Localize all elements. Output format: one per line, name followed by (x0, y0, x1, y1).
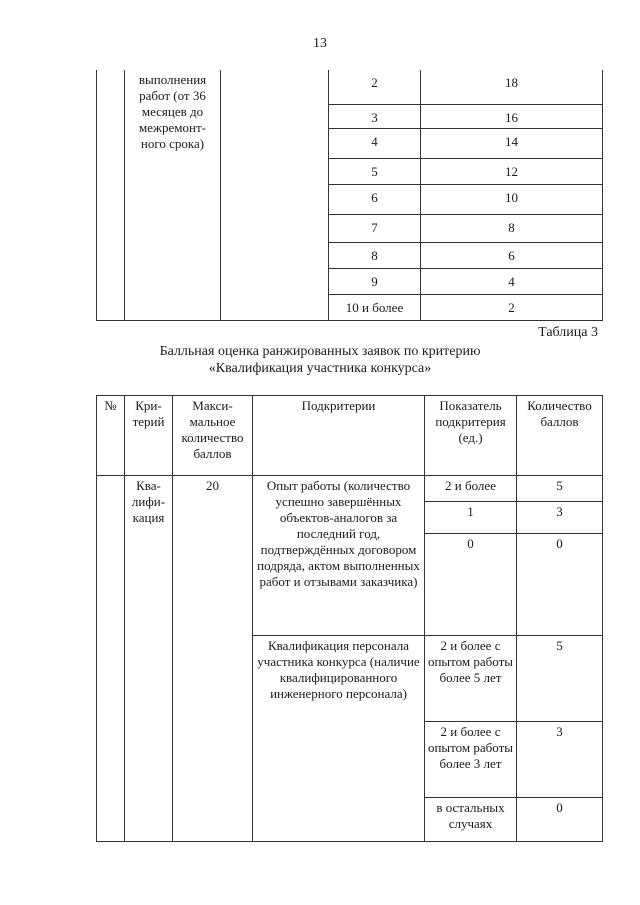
indicator-cell: 2 и более (425, 476, 517, 502)
header-indicator: Показатель подкритерия (ед.) (425, 396, 517, 476)
points-cell: 5 (517, 476, 603, 502)
indicator-cell: 2 и более с опытом работы более 5 лет (425, 636, 517, 722)
number-cell (97, 476, 125, 842)
indicator-cell: в остальных случаях (425, 798, 517, 842)
number-cell (97, 70, 125, 320)
subcriterion-personnel: Квалификация персонала участника конкурса (наличие квалифицированного инженерного персонала) (253, 636, 425, 842)
points-cell: 16 (421, 104, 603, 128)
points-cell: 5 (517, 636, 603, 722)
points-cell: 10 (421, 184, 603, 214)
table-row (97, 476, 603, 502)
indicator-cell: 10 и более (329, 294, 421, 320)
max-points-cell: 20 (173, 476, 253, 842)
indicator-cell: 1 (425, 502, 517, 534)
table-label: Таблица 3 (538, 325, 598, 340)
table-title (0, 343, 640, 377)
header-num: № (97, 396, 125, 476)
header-points: Количество баллов (517, 396, 603, 476)
points-cell: 3 (517, 722, 603, 798)
criterion-cell: Ква-лифи-кация (125, 476, 173, 842)
subcriterion-experience: Опыт работы (количество успешно завершённых объектов-аналогов за последний год, подтверждённых договором подряда, актом выполненных работ и отзывами заказчика) (253, 476, 425, 636)
indicator-cell: 6 (329, 184, 421, 214)
indicator-cell: 2 и более с опытом работы более 3 лет (425, 722, 517, 798)
points-cell: 4 (421, 268, 603, 294)
indicator-cell: 3 (329, 104, 421, 128)
indicator-cell: 7 (329, 214, 421, 242)
header-max-points: Макси-мальное количество баллов (173, 396, 253, 476)
page-number: 13 (313, 36, 327, 51)
points-cell: 14 (421, 128, 603, 158)
points-cell: 0 (517, 534, 603, 636)
indicator-cell: 2 (329, 70, 421, 104)
points-cell: 8 (421, 214, 603, 242)
points-cell: 6 (421, 242, 603, 268)
table-title-line-1: Балльная оценка ранжированных заявок по критерию (159, 344, 481, 359)
criterion-cell: выполнения работ (от 36 месяцев до межремонт-ного срока) (125, 70, 221, 320)
indicator-cell: 0 (425, 534, 517, 636)
indicator-cell: 8 (329, 242, 421, 268)
header-criterion: Кри-терий (125, 396, 173, 476)
header-row (97, 396, 603, 476)
points-cell: 18 (421, 70, 603, 104)
table-row (97, 70, 603, 104)
points-cell: 3 (517, 502, 603, 534)
points-cell: 0 (517, 798, 603, 842)
table-1-continuation (96, 70, 603, 321)
indicator-cell: 4 (329, 128, 421, 158)
points-cell: 12 (421, 158, 603, 184)
indicator-cell: 5 (329, 158, 421, 184)
table-title-line-2: «Квалификация участника конкурса» (208, 361, 432, 376)
points-cell: 2 (421, 294, 603, 320)
table-3 (96, 395, 603, 842)
indicator-cell: 9 (329, 268, 421, 294)
max-points-cell (221, 70, 329, 320)
header-subcriteria: Подкритерии (253, 396, 425, 476)
